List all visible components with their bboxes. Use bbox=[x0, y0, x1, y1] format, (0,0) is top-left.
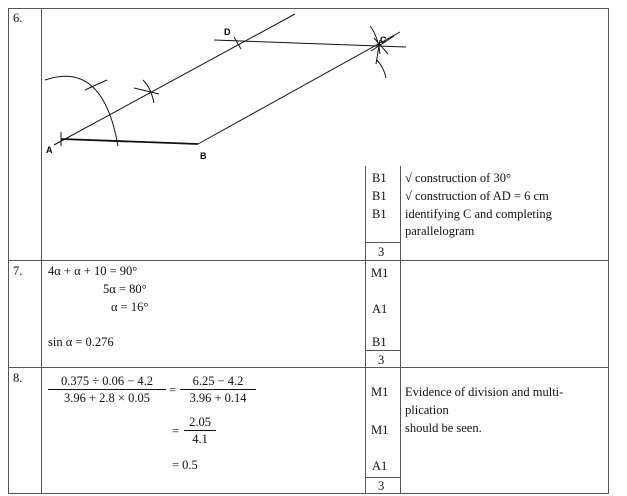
segment-ab bbox=[61, 139, 198, 144]
working-line: α = 16° bbox=[111, 300, 149, 314]
tick-mark bbox=[234, 37, 241, 49]
line-ad bbox=[54, 14, 295, 145]
question-number: 6. bbox=[13, 11, 23, 25]
label-d: D bbox=[224, 27, 231, 37]
total-marks: 3 bbox=[378, 245, 385, 259]
equals-sign: = bbox=[172, 424, 180, 438]
denominator: 4.1 bbox=[192, 432, 208, 446]
comment: should be seen. bbox=[405, 421, 482, 435]
line-bc bbox=[198, 32, 400, 144]
label-c: C bbox=[380, 35, 387, 45]
arc-mark bbox=[134, 88, 159, 94]
label-a: A bbox=[46, 145, 53, 155]
total-separator bbox=[365, 350, 400, 351]
working-line: 4α + α + 10 = 90° bbox=[48, 264, 138, 278]
total-marks: 3 bbox=[378, 353, 385, 367]
numerator: 0.375 ÷ 0.06 − 4.2 bbox=[48, 374, 166, 390]
result: = 0.5 bbox=[172, 458, 198, 472]
working-line: 5α = 80° bbox=[103, 282, 147, 296]
question-number: 7. bbox=[13, 264, 23, 278]
table-border-bottom bbox=[8, 493, 609, 494]
denominator: 3.96 + 2.8 × 0.05 bbox=[64, 391, 150, 405]
comment: identifying C and completing bbox=[405, 207, 552, 221]
comment: Evidence of division and multi- bbox=[405, 385, 564, 399]
denominator: 3.96 + 0.14 bbox=[189, 391, 247, 405]
arc-from-a bbox=[45, 76, 118, 146]
numerator: 2.05 bbox=[184, 415, 216, 431]
comment: parallelogram bbox=[405, 224, 475, 238]
mark: M1 bbox=[371, 423, 389, 437]
numerator: 6.25 − 4.2 bbox=[180, 374, 256, 390]
construction-diagram bbox=[8, 8, 609, 178]
marks-column-left bbox=[365, 260, 366, 494]
mark: B1 bbox=[372, 171, 387, 185]
arc-mark bbox=[85, 80, 107, 90]
mark: A1 bbox=[372, 302, 388, 316]
fraction-expression bbox=[180, 374, 256, 405]
comment: √ construction of AD = 6 cm bbox=[405, 189, 549, 203]
total-marks: 3 bbox=[378, 479, 385, 493]
row-separator bbox=[8, 260, 609, 261]
comment: plication bbox=[405, 403, 449, 417]
question-number: 8. bbox=[13, 371, 23, 385]
total-separator bbox=[365, 242, 400, 243]
working-line: sin α = 0.276 bbox=[48, 335, 114, 349]
row-separator bbox=[8, 367, 609, 368]
mark: M1 bbox=[371, 385, 389, 399]
equals-sign: = bbox=[169, 383, 177, 397]
fraction-expression bbox=[48, 374, 166, 405]
fraction-expression bbox=[184, 415, 216, 446]
arc-at-c bbox=[377, 60, 386, 78]
mark: B1 bbox=[372, 335, 387, 349]
mark: M1 bbox=[371, 266, 389, 280]
marks-column-right bbox=[400, 260, 401, 494]
mark-scheme-table bbox=[8, 8, 609, 494]
marks-column-right bbox=[400, 166, 401, 260]
marks-column-left bbox=[365, 166, 366, 260]
mark: B1 bbox=[372, 207, 387, 221]
comment: √ construction of 30° bbox=[405, 171, 511, 185]
mark: B1 bbox=[372, 189, 387, 203]
total-separator bbox=[365, 477, 400, 478]
label-b: B bbox=[200, 151, 207, 161]
mark: A1 bbox=[372, 459, 388, 473]
